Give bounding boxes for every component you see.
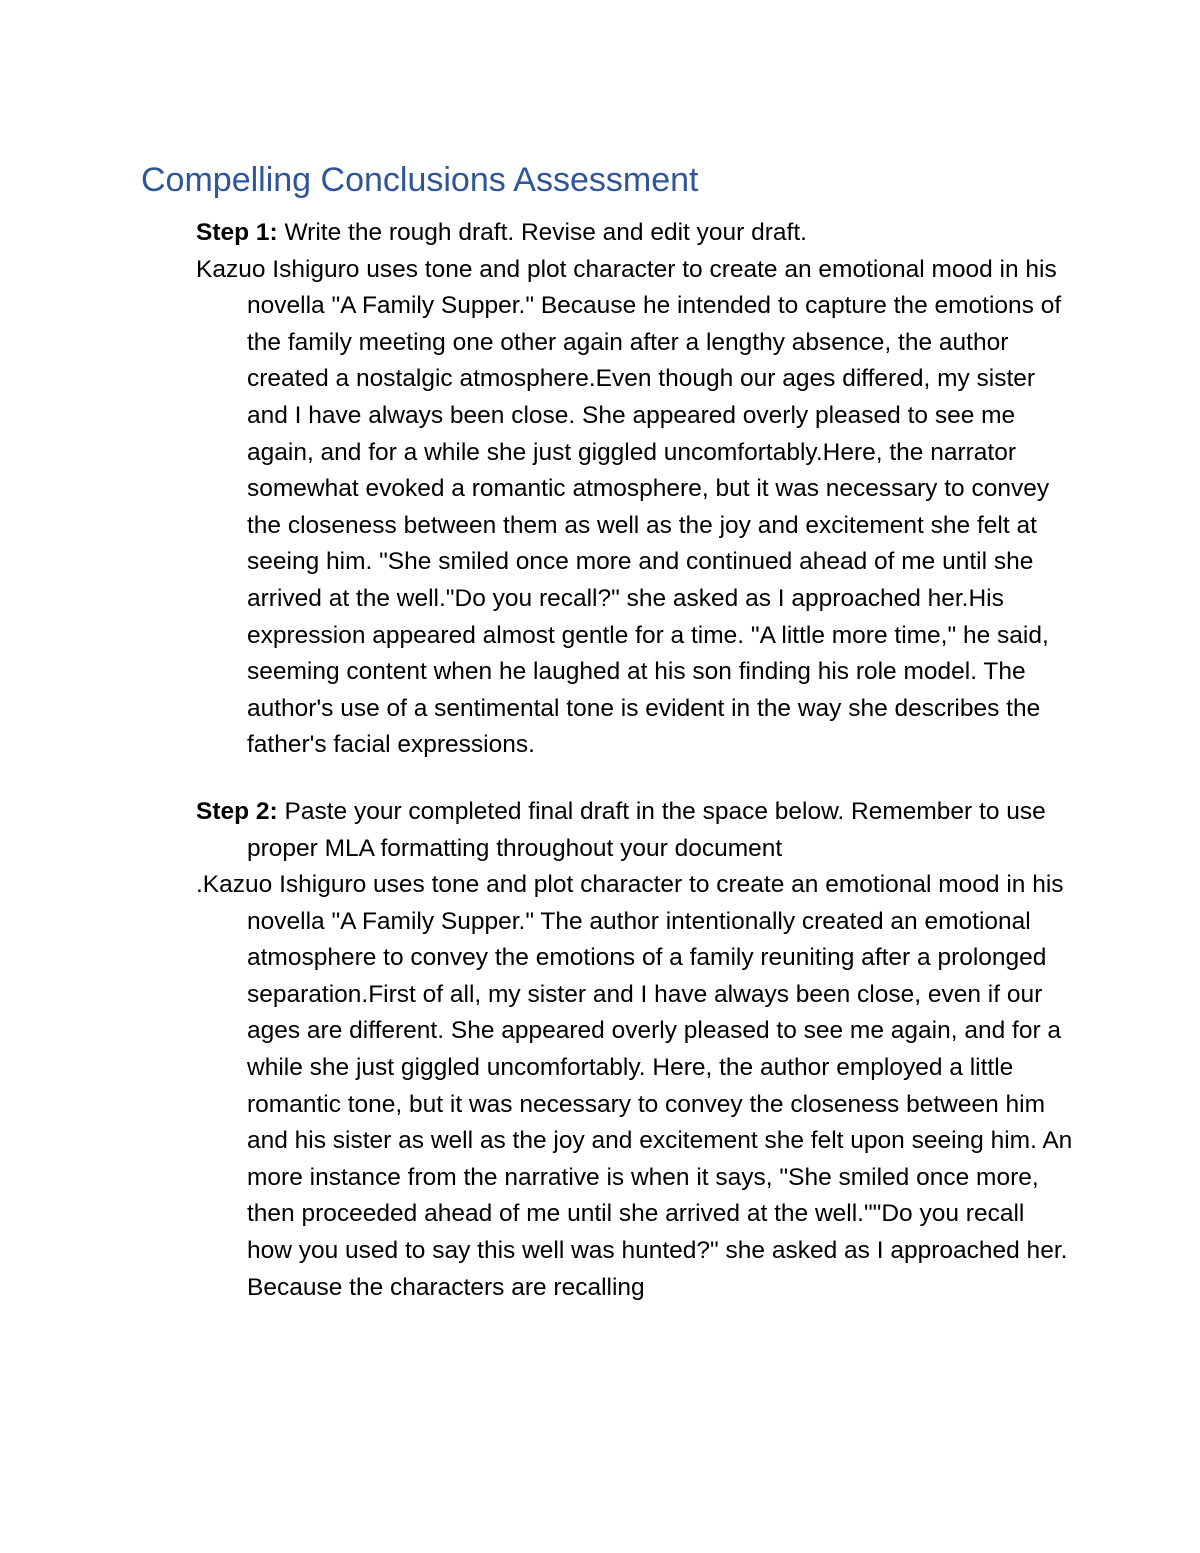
step2-label: Step 2: (196, 797, 278, 825)
document-title: Compelling Conclusions Assessment (141, 161, 699, 199)
step2-instruction-text: Paste your completed final draft in the space below. Remember to use proper MLA formatting throughout your document (247, 797, 1046, 862)
step1-instruction (196, 215, 1076, 252)
section-spacer (196, 764, 1076, 794)
step2-instruction (196, 794, 1076, 867)
step2-draft-paragraph: .Kazuo Ishiguro uses tone and plot character to create an emotional mood in his novella "A Family Supper." The author intentionally created an emotional atmosphere to convey the emotions of a family reuniting after a prolonged separation.First of all, my sister and I have always been close, even if our ages are different. She appeared overly pleased to see me again, and for a while she just giggled uncomfortably. Here, the author employed a little romantic tone, but it was necessary to convey the closeness between him and his sister as well as the joy and excitement she felt upon seeing him. An more instance from the narrative is when it says, "She smiled once more, then proceeded ahead of me until she arrived at the well.""Do you recall how you used to say this well was hunted?" she asked as I approached her. Because the characters are recalling (196, 871, 1073, 1301)
step1-draft-paragraph: Kazuo Ishiguro uses tone and plot character to create an emotional mood in his novella "A Family Supper." Because he intended to capture the emotions of the family meeting one other again after a lengthy absence, the author created a nostalgic atmosphere.Even though our ages differed, my sister and I have always been close. She appeared overly pleased to see me again, and for a while she just giggled uncomfortably.Here, the narrator somewhat evoked a romantic atmosphere, but it was necessary to convey the closeness between them as well as the joy and excitement she felt at seeing him. "She smiled once more and continued ahead of me until she arrived at the well."Do you recall?" she asked as I approached her.His expression appeared almost gentle for a time. "A little more time," he said, seeming content when he laughed at his son finding his role model. The author's use of a sentimental tone is evident in the way she describes the father's facial expressions. (196, 255, 1062, 759)
step1-instruction-text: Write the rough draft. Revise and edit your draft. (277, 219, 807, 246)
document-body (196, 215, 1076, 1306)
step1-label: Step 1: (196, 219, 278, 246)
